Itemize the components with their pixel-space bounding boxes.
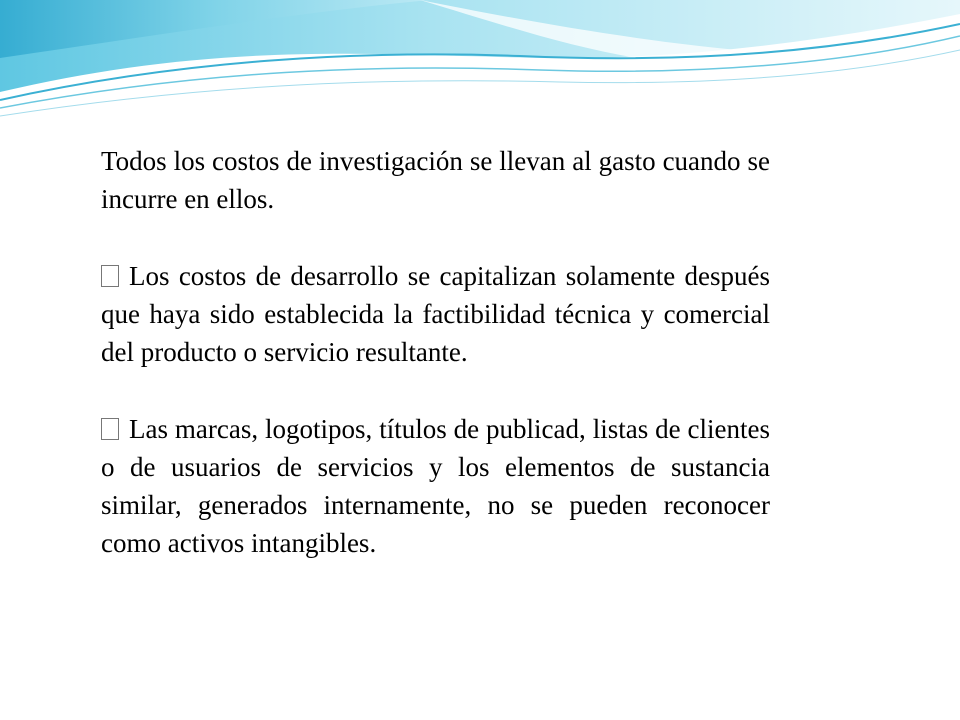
bullet-glyph-icon xyxy=(101,265,119,287)
wave-header-decoration xyxy=(0,0,960,130)
paragraph-text: Los costos de desarrollo se capitalizan solamente después que haya sido establecida la factibilidad técnica y comercial del producto o servicio resultante. xyxy=(101,261,770,367)
paragraph-text: Las marcas, logotipos, títulos de publicad, listas de clientes o de usuarios de servicios y los elementos de sustancia similar, generados internamente, no se pueden reconocer como activos intangibles. xyxy=(101,414,770,558)
paragraph-development-costs xyxy=(101,257,770,371)
paragraph-text: Todos los costos de investigación se llevan al gasto cuando se incurre en ellos. xyxy=(101,146,770,214)
paragraph-internal-brands xyxy=(101,410,770,562)
body-text xyxy=(101,142,770,601)
paragraph-research-costs xyxy=(101,142,770,218)
bullet-glyph-icon xyxy=(101,418,119,440)
